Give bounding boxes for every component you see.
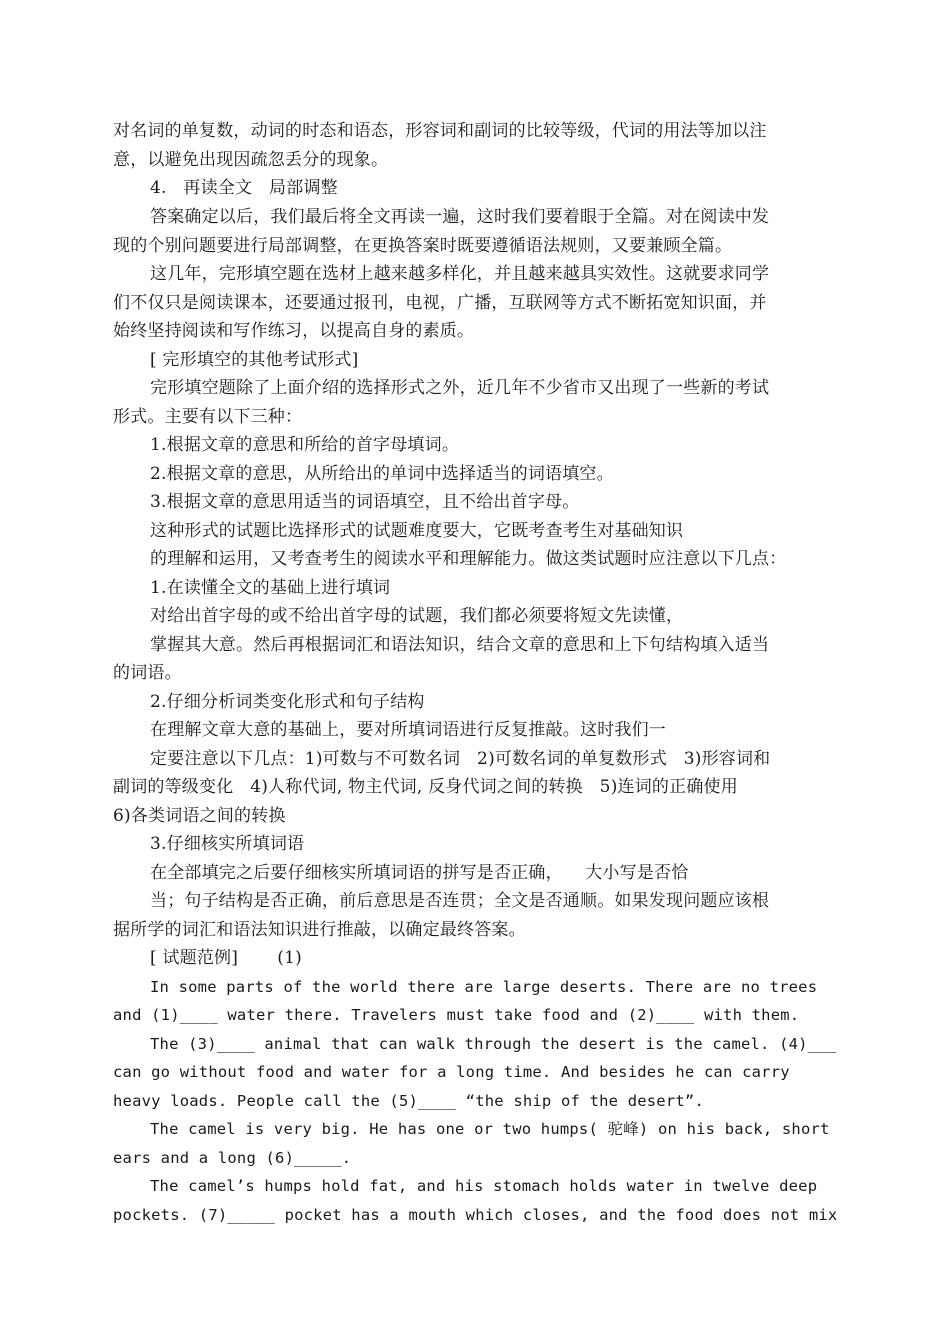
section-heading: 4. 再读全文 局部调整 (150, 178, 338, 198)
list-item: 3.仔细核实所填词语 (150, 834, 305, 854)
list-item: 1.在读懂全文的基础上进行填词 (150, 578, 391, 598)
text-line: 对给出首字母的或不给出首字母的试题，我们都必须要将短文先读懂， (150, 606, 684, 626)
text-line: 6)各类词语之间的转换 (113, 806, 286, 826)
text-line: 形式。主要有以下三种： (113, 407, 303, 427)
text-line: 在理解文章大意的基础上，要对所填词语进行反复推敲。这时我们一 (150, 720, 666, 740)
text-line: 对名词的单复数，动词的时态和语态，形容词和副词的比较等级，代词的用法等加以注 (113, 121, 767, 141)
list-item: 3.根据文章的意思用适当的词语填空，且不给出首字母。 (150, 492, 580, 512)
text-line: 完形填空题除了上面介绍的选择形式之外，近几年不少省市又出现了一些新的考试 (150, 378, 770, 398)
list-item: 2.根据文章的意思，从所给出的单词中选择适当的词语填空。 (150, 464, 614, 484)
text-line: 这种形式的试题比选择形式的试题难度要大，它既考查考生对基础知识 (150, 521, 684, 541)
passage-line: pockets. (7)_____ pocket has a mouth which closes, and the food does not mix (113, 1206, 838, 1224)
text-line: 的理解和运用，又考查考生的阅读水平和理解能力。做这类试题时应注意以下几点： (150, 549, 787, 569)
text-line: 这几年，完形填空题在选材上越来越多样化，并且越来越具实效性。这就要求同学 (150, 264, 770, 284)
text-line: 当；句子结构是否正确，前后意思是否连贯；全文是否通顺。如果发现问题应该根 (150, 891, 770, 911)
text-line: 的词语。 (113, 663, 182, 683)
list-item: 1.根据文章的意思和所给的首字母填词。 (150, 435, 460, 455)
passage-line: and (1)____ water there. Travelers must take food and (2)____ with them. (113, 1006, 800, 1024)
passage-line: The (3)____ animal that can walk through the desert is the camel. (4)___ (150, 1035, 837, 1053)
passage-line: ears and a long (6)_____. (113, 1149, 352, 1167)
text-line: 现的个别问题要进行局部调整，在更换答案时既要遵循语法规则，又要兼顾全篇。 (113, 236, 733, 256)
text-line: 始终坚持阅读和写作练习，以提高自身的素质。 (113, 321, 475, 341)
passage-line: In some parts of the world there are large deserts. There are no trees (150, 978, 818, 996)
text-line: 在全部填完之后要仔细核实所填词语的拼写是否正确， 大小写是否恰 (150, 863, 689, 883)
text-line: 意，以避免出现因疏忽丢分的现象。 (113, 150, 389, 170)
text-line: 定要注意以下几点：1)可数与不可数名词 2)可数名词的单复数形式 3)形容词和 (150, 749, 771, 769)
section-heading: [ 试题范例] (1) (150, 948, 302, 968)
passage-line: can go without food and water for a long time. And besides he can carry (113, 1063, 790, 1081)
text-line: 掌握其大意。然后再根据词汇和语法知识，结合文章的意思和上下句结构填入适当 (150, 635, 770, 655)
section-heading: [ 完形填空的其他考试形式] (150, 350, 359, 370)
passage-line: heavy loads. People call the (5)____ “the ship of the desert”. (113, 1092, 704, 1110)
passage-line: The camel is very big. He has one or two humps( 驼峰) on his back, short (150, 1120, 830, 1138)
list-item: 2.仔细分析词类变化形式和句子结构 (150, 692, 425, 712)
passage-line: The camel’s humps hold fat, and his stomach holds water in twelve deep (150, 1177, 818, 1195)
text-line: 据所学的词汇和语法知识进行推敲，以确定最终答案。 (113, 920, 526, 940)
text-line: 答案确定以后，我们最后将全文再读一遍，这时我们要着眼于全篇。对在阅读中发 (150, 207, 770, 227)
text-line: 们不仅只是阅读课本，还要通过报刊，电视，广播，互联网等方式不断拓宽知识面，并 (113, 293, 767, 313)
text-line: 副词的等级变化 4)人称代词, 物主代词, 反身代词之间的转换 5)连词的正确使用 (113, 777, 738, 797)
